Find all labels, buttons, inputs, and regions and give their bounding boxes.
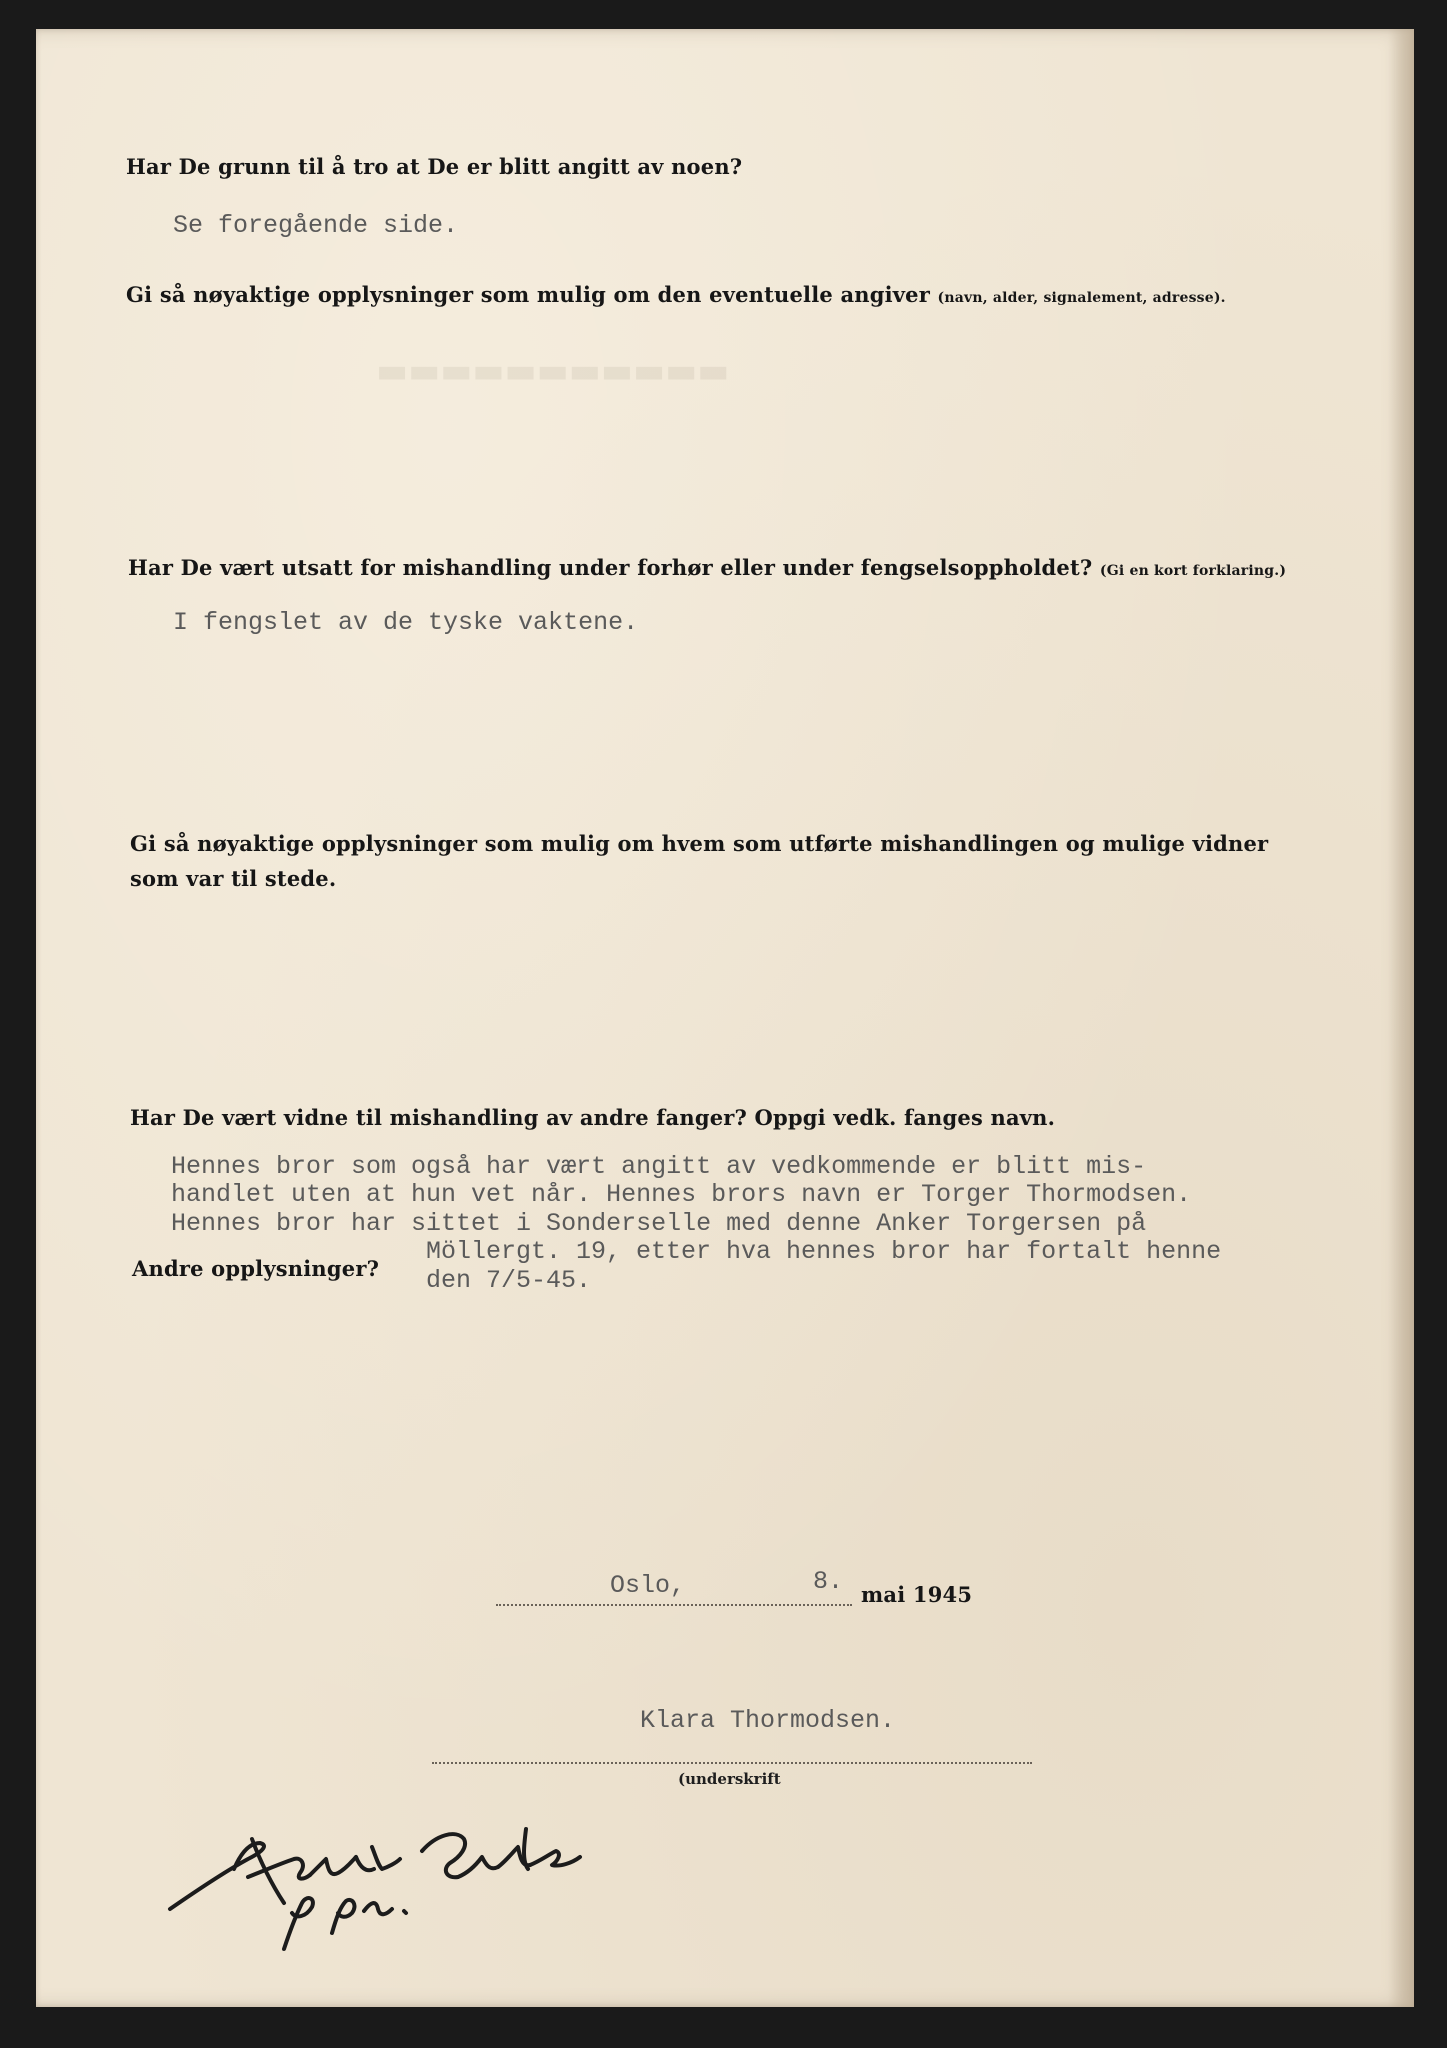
signature-label: (underskrift [678,1770,781,1788]
answer-vidne-line2: handlet uten at hun vet når. Hennes brors navn er Torger Thormodsen. [171,1180,1192,1209]
question-mishandling [128,555,1286,580]
question-utforte-line1: Gi så nøyaktige opplysninger som mulig om hvem som utførte mishandlingen og mulige vidner [130,831,1269,856]
question-angiver-note: (navn, alder, signalement, adresse). [937,290,1226,306]
date-day: 8. [813,1567,844,1596]
date-month-year: mai 1945 [861,1582,973,1607]
handwritten-signature [156,1799,636,1959]
answer-angitt: Se foregående side. [173,211,459,240]
question-mishandling-note: (Gi en kort forklaring.) [1099,563,1287,579]
signer-name: Klara Thormodsen. [640,1706,896,1735]
bleed-through-mark: ▬▬▬▬▬▬▬▬▬▬▬ [376,351,730,391]
question-angiver [126,282,1226,307]
answer-vidne-line3: Hennes bror har sittet i Sonderselle med denne Anker Torgersen på [171,1209,1147,1238]
answer-mishandling: I fengslet av de tyske vaktene. [173,608,639,637]
answer-vidne-line1: Hennes bror som også har vært angitt av vedkommende er blitt mis- [171,1152,1147,1181]
answer-vidne-line4: Möllergt. 19, etter hva hennes bror har fortalt henne [426,1237,1222,1266]
signature-dotted-line [432,1762,1032,1764]
question-mishandling-text: Har De vært utsatt for mishandling under forhør eller under fengselsoppholdet? [128,555,1093,580]
question-andre: Andre opplysninger? [132,1256,380,1281]
page-edge-shading [1388,29,1414,2007]
question-angitt: Har De grunn til å tro at De er blitt angitt av noen? [126,154,743,179]
date-dotted-line [496,1604,852,1606]
document-page [36,29,1414,2007]
answer-vidne-line5: den 7/5-45. [426,1266,592,1295]
question-angiver-text: Gi så nøyaktige opplysninger som mulig om den eventuelle angiver [126,282,931,307]
question-utforte-line2: som var til stede. [130,866,337,891]
date-place: Oslo, [610,1571,686,1600]
question-vidne: Har De vært vidne til mishandling av andre fanger? Oppgi vedk. fanges navn. [130,1105,1056,1130]
